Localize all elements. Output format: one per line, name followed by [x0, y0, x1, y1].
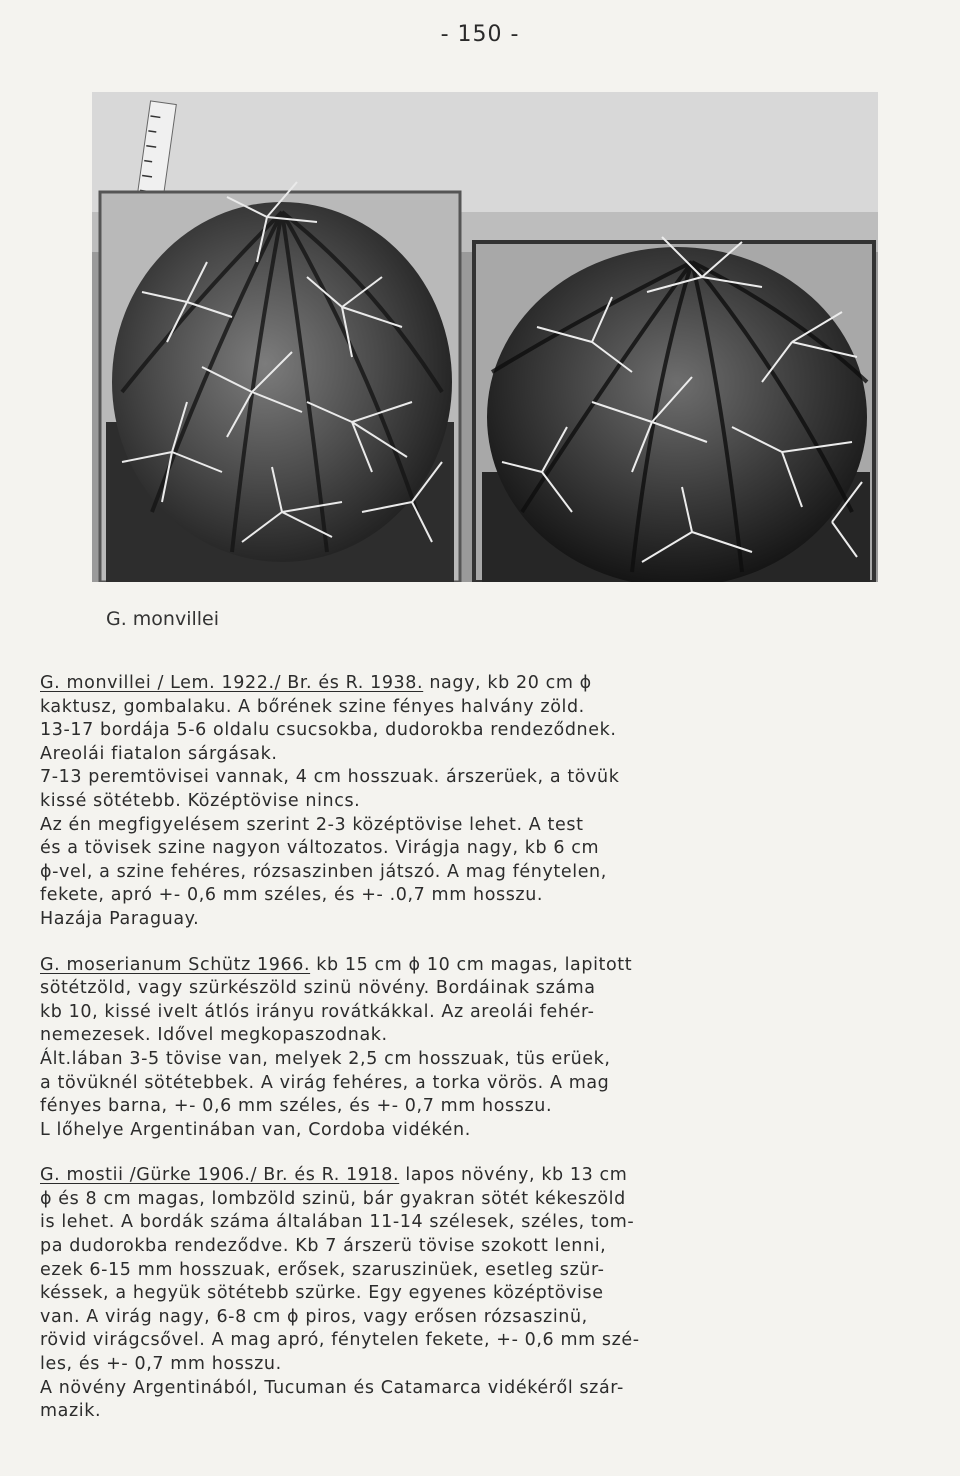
entry-text-line: nemezesek. Idővel megkopaszodnak.	[40, 1025, 388, 1046]
species-heading: G. monvillei / Lem. 1922./ Br. és R. 1938.	[40, 673, 424, 693]
entry-text-line: a tövüknél sötétebbek. A virág fehéres, a torka vörös. A mag	[40, 1072, 610, 1093]
entry-text-line: kissé sötétebb. Középtövise nincs.	[40, 790, 361, 811]
entry-text-line: sötétzöld, vagy szürkészöld szinü növény. Bordáinak száma	[40, 978, 596, 999]
entry-first-line	[40, 672, 892, 696]
species-entry-monvillei	[40, 672, 892, 932]
entry-text: lapos növény, kb 13 cm	[399, 1165, 628, 1186]
entry-text-line: les, és +- 0,7 mm hosszu.	[40, 1354, 282, 1375]
entry-text-line: mazik.	[40, 1401, 102, 1422]
entry-first-line	[40, 1164, 892, 1188]
entry-text-line: ϕ-vel, a szine fehéres, rózsaszinben játszó. A mag fénytelen,	[40, 861, 607, 882]
entry-text-line: Az én megfigyelésem szerint 2-3 középtövise lehet. A test	[40, 814, 584, 835]
entry-text-line: pa dudorokba rendeződve. Kb 7 árszerü tövise szokott lenni,	[40, 1236, 607, 1257]
entry-text-line: ϕ és 8 cm magas, lombzöld szinü, bár gyakran sötét kékeszöld	[40, 1188, 626, 1209]
entry-text-line: 7-13 peremtövisei vannak, 4 cm hosszuak. árszerüek, a tövük	[40, 767, 620, 788]
entry-text-line: késsek, a hegyük sötétebb szürke. Egy egyenes középtövise	[40, 1283, 604, 1304]
entry-text-line: fényes barna, +- 0,6 mm széles, és +- 0,7 mm hosszu.	[40, 1096, 553, 1117]
entry-text-line: kaktusz, gombalaku. A bőrének szine fényes halvány zöld.	[40, 696, 585, 717]
entry-text-line: és a tövisek szine nagyon változatos. Virágja nagy, kb 6 cm	[40, 838, 600, 859]
entry-text-line: is lehet. A bordák száma általában 11-14 szélesek, széles, tom-	[40, 1212, 635, 1233]
entry-text-line: Areolái fiatalon sárgásak.	[40, 743, 278, 764]
cactus-photograph	[92, 92, 878, 582]
entry-text: nagy, kb 20 cm ϕ	[423, 673, 592, 693]
entry-text-line: van. A virág nagy, 6-8 cm ϕ piros, vagy erősen rózsaszinü,	[40, 1306, 588, 1327]
species-entry-moserianum	[40, 954, 892, 1143]
species-entry-mostii	[40, 1164, 892, 1424]
entry-text: kb 15 cm ϕ 10 cm magas, lapitott	[310, 954, 633, 975]
species-heading: G. moserianum Schütz 1966.	[40, 954, 311, 975]
entry-text-line: A növény Argentinából, Tucuman és Catamarca vidékéről szár-	[40, 1377, 624, 1398]
entry-text-line: fekete, apró +- 0,6 mm széles, és +- .0,7 mm hosszu.	[40, 885, 544, 906]
entry-text-line: 13-17 bordája 5-6 oldalu csucsokba, dudorokba rendeződnek.	[40, 720, 617, 741]
entry-text-line: rövid virágcsővel. A mag apró, fénytelen fekete, +- 0,6 mm szé-	[40, 1330, 640, 1351]
entry-first-line	[40, 954, 892, 978]
entry-text-line: L lőhelye Argentinában van, Cordoba vidékén.	[40, 1119, 471, 1140]
entry-text-line: Hazája Paraguay.	[40, 908, 200, 929]
species-heading: G. mostii /Gürke 1906./ Br. és R. 1918.	[40, 1165, 400, 1186]
photo-caption: G. monvillei	[106, 608, 220, 630]
entry-text-line: ezek 6-15 mm hosszuak, erősek, szaruszinüek, esetleg szür-	[40, 1259, 605, 1280]
page-number: - 150 -	[440, 22, 520, 47]
entry-text-line: kb 10, kissé ivelt átlós irányu rovátkákkal. Az areolái fehér-	[40, 1001, 595, 1022]
entry-text-line: Ált.lában 3-5 tövise van, melyek 2,5 cm hosszuak, tüs erüek,	[40, 1048, 611, 1069]
species-entries	[40, 672, 892, 1446]
